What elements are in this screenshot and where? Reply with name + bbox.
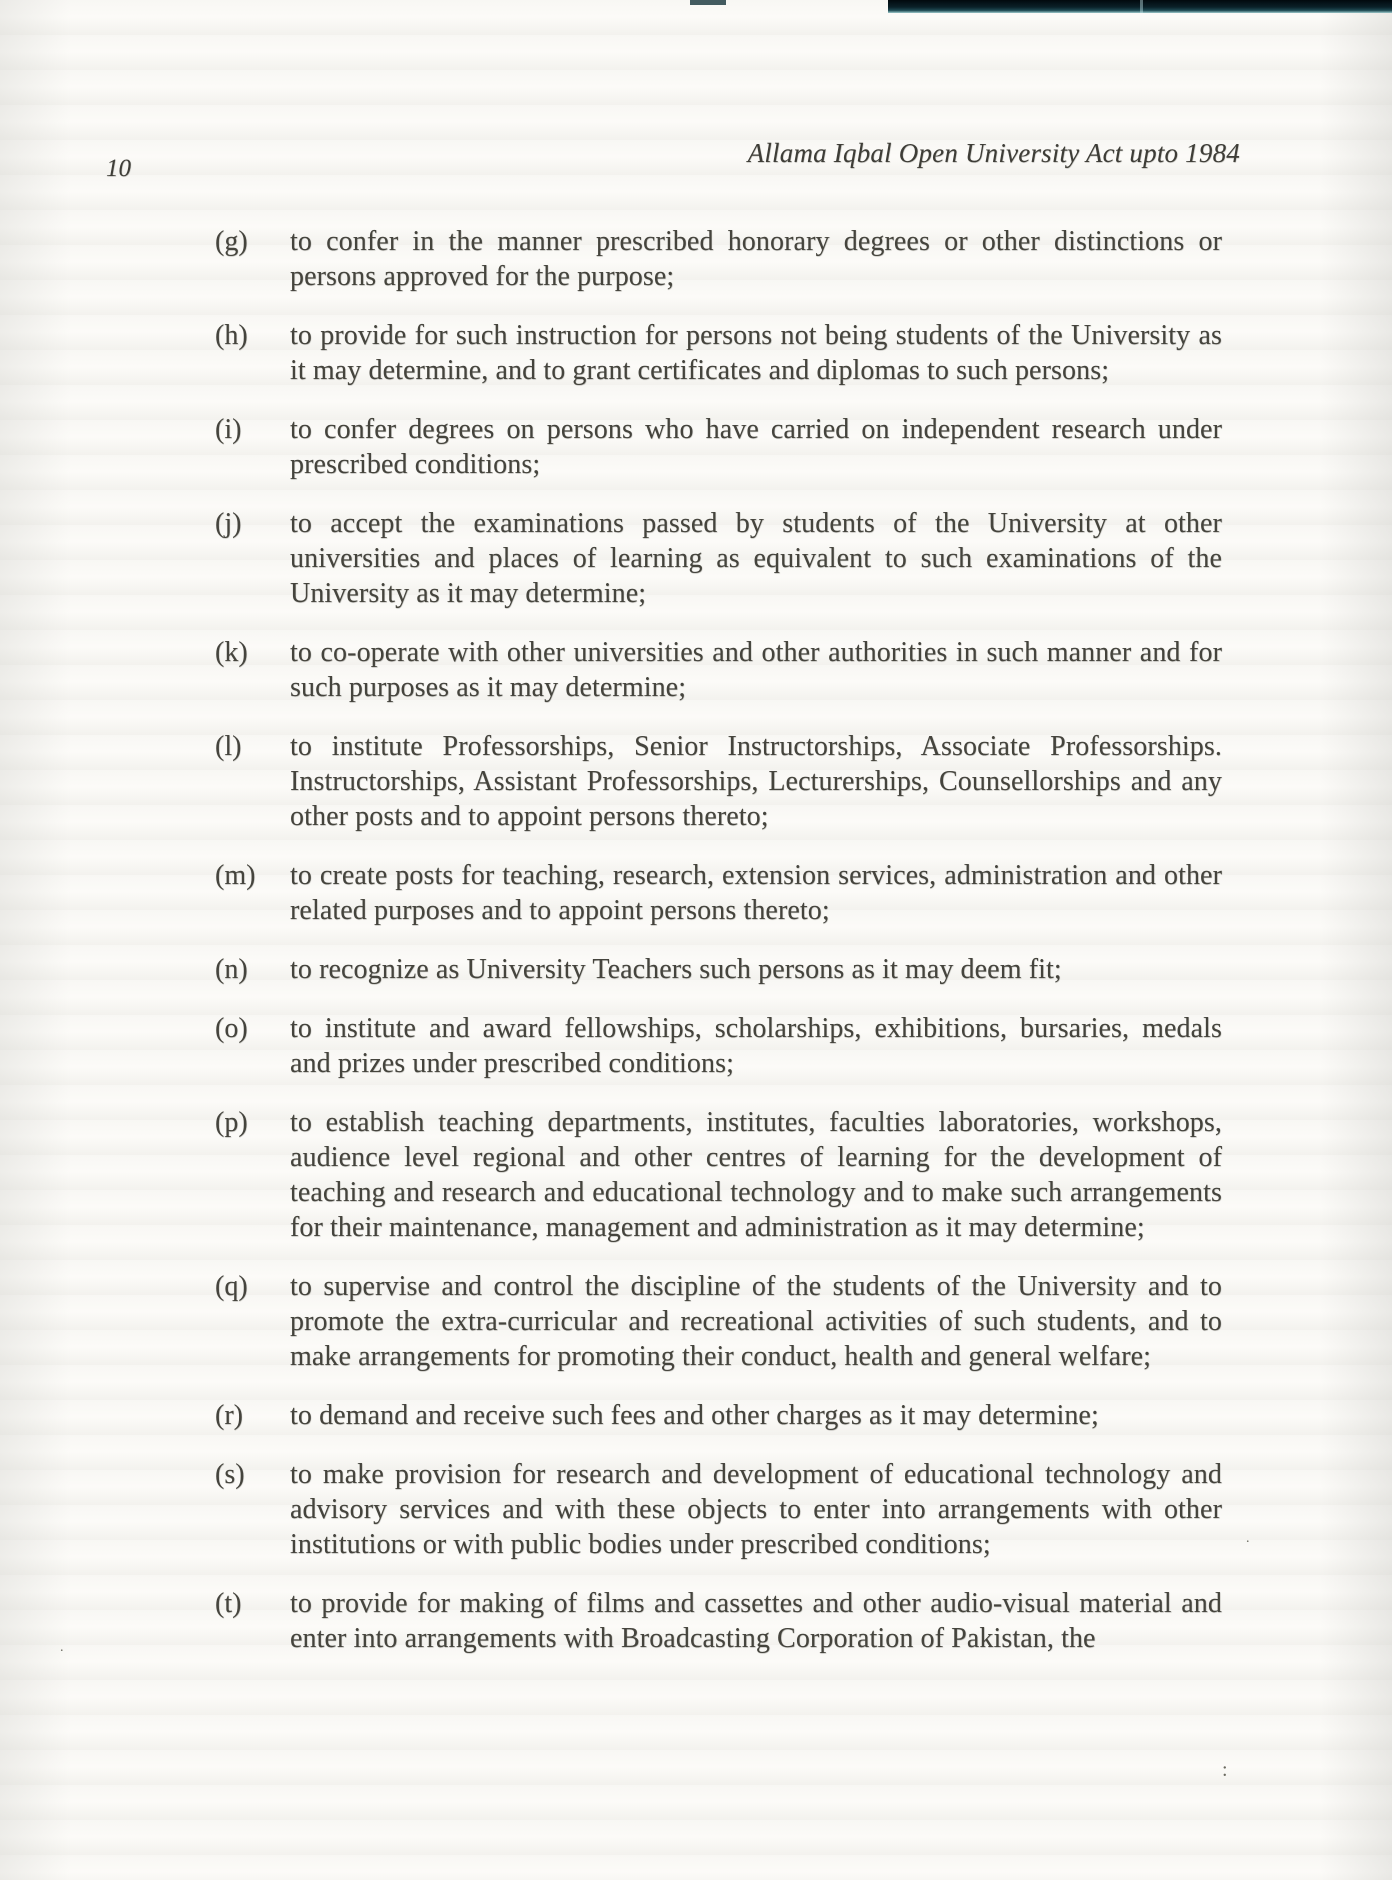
clause-row — [215, 1105, 1222, 1245]
clause-row — [215, 1457, 1222, 1562]
clause-label: (o) — [215, 1013, 248, 1044]
clause-row — [215, 318, 1222, 388]
clause-row — [215, 1586, 1222, 1656]
clause-label: (h) — [215, 320, 248, 351]
clause-text: to establish teaching departments, institutes, faculties laboratories, workshops, audience level regional and other centres of learning for the development of teaching and research and educational technology and to make such arrangements for their maintenance, management and administration as it may determine; — [290, 1107, 1222, 1243]
scan-edge-artifact-tip — [690, 0, 726, 5]
clause-text: to confer in the manner prescribed honorary degrees or other distinctions or persons approved for the purpose; — [290, 226, 1222, 292]
clause-label: (p) — [215, 1107, 248, 1138]
clause-label: (g) — [215, 226, 248, 257]
clause-text: to recognize as University Teachers such persons as it may deem fit; — [290, 954, 1062, 985]
clause-label: (k) — [215, 637, 248, 668]
clause-text: to make provision for research and development of educational technology and advisory services and with these objects to enter into arrangements with other institutions or with public bodies under prescribed conditions; — [290, 1459, 1222, 1560]
clause-label: (t) — [215, 1588, 242, 1619]
clause-text: to create posts for teaching, research, extension services, administration and other related purposes and to appoint persons thereto; — [290, 860, 1222, 926]
clause-text: to provide for such instruction for persons not being students of the University as it may determine, and to grant certificates and diplomas to such persons; — [290, 320, 1222, 386]
clause-label: (l) — [215, 731, 242, 762]
clause-label: (i) — [215, 414, 242, 445]
clause-label: (m) — [215, 860, 256, 891]
clause-row — [215, 506, 1222, 611]
clause-text: to provide for making of films and cassettes and other audio-visual material and enter into arrangements with Broadcasting Corporation of Pakistan, the — [290, 1588, 1222, 1654]
clause-label: (s) — [215, 1459, 245, 1490]
clause-list — [215, 224, 1222, 1680]
clause-row — [215, 1398, 1222, 1433]
clause-label: (n) — [215, 954, 248, 985]
clause-row — [215, 952, 1222, 987]
clause-row — [215, 729, 1222, 834]
clause-label: (j) — [215, 508, 242, 539]
clause-text: to institute and award fellowships, scholarships, exhibitions, bursaries, medals and prizes under prescribed conditions; — [290, 1013, 1222, 1079]
clause-text: to confer degrees on persons who have carried on independent research under prescribed conditions; — [290, 414, 1222, 480]
scan-speck: . — [60, 1640, 64, 1655]
clause-text: to demand and receive such fees and other charges as it may determine; — [290, 1400, 1099, 1431]
scan-speck: . — [1246, 1531, 1250, 1546]
clause-row — [215, 224, 1222, 294]
clause-label: (r) — [215, 1400, 243, 1431]
scan-edge-artifact — [888, 0, 1392, 13]
page-header — [106, 136, 1240, 182]
page-number: 10 — [106, 155, 131, 182]
clause-row — [215, 635, 1222, 705]
clause-text: to supervise and control the discipline of the students of the University and to promote the extra-curricular and recreational activities of such students, and to make arrangements for promoting their conduct, health and general welfare; — [290, 1271, 1222, 1372]
clause-text: to co-operate with other universities and other authorities in such manner and for such purposes as it may determine; — [290, 637, 1222, 703]
clause-row — [215, 1269, 1222, 1374]
clause-row — [215, 412, 1222, 482]
running-title: Allama Iqbal Open University Act upto 1984 — [747, 138, 1240, 168]
clause-text: to institute Professorships, Senior Instructorships, Associate Professorships. Instructorships, Assistant Professorships, Lecturerships, Counsellorships and any other posts and to appoint persons thereto; — [290, 731, 1222, 832]
clause-text: to accept the examinations passed by students of the University at other universities and places of learning as equivalent to such examinations of the University as it may determine; — [290, 508, 1222, 609]
clause-row — [215, 1011, 1222, 1081]
scan-speck: : — [1222, 1759, 1228, 1781]
clause-row — [215, 858, 1222, 928]
clause-label: (q) — [215, 1271, 248, 1302]
